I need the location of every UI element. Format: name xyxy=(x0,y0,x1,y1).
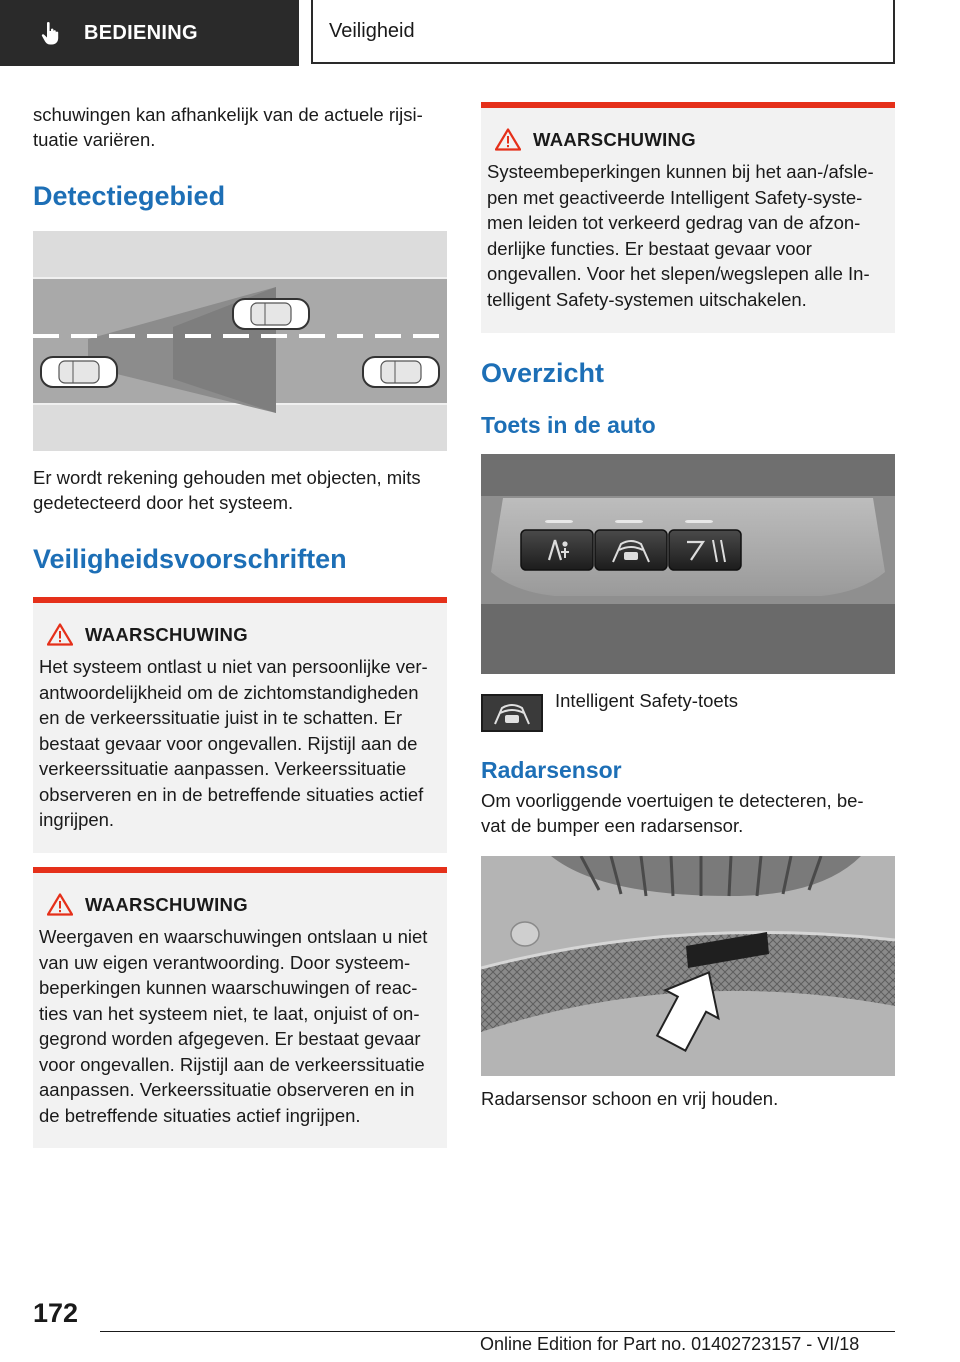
edition-footer: Online Edition for Part no. 01402723157 - VI/18 xyxy=(480,1334,860,1354)
lane-departure-key xyxy=(669,530,741,570)
intelligent-safety-key xyxy=(595,530,667,570)
chapter-tab[interactable] xyxy=(0,0,299,66)
toets-heading: Toets in de auto xyxy=(481,412,656,438)
car-own xyxy=(363,357,439,387)
section-label: Veiligheid xyxy=(329,19,415,42)
warning-title: WAARSCHUWING xyxy=(85,623,248,645)
radar-text: Om voorliggende voertuigen te detecteren, be- vat de bumper een radarsensor. xyxy=(481,790,864,836)
car-front xyxy=(233,299,309,329)
intelligent-safety-key-icon xyxy=(481,694,543,732)
voorschriften-heading: Veiligheidsvoorschriften xyxy=(33,544,347,574)
warning-title: WAARSCHUWING xyxy=(85,893,248,915)
button-panel-photo xyxy=(481,454,895,674)
right-column xyxy=(481,102,895,1111)
footer-rule xyxy=(100,1331,895,1332)
warning-triangle-icon xyxy=(495,128,521,151)
intro-text: schuwingen kan afhankelijk van de actuele rijsi- tuatie variëren. xyxy=(33,104,423,150)
page-number: 172 xyxy=(33,1298,79,1328)
warning-text: Weergaven en waarschuwingen ontslaan u niet van uw eigen verantwoording. Door systeem- beperkingen kunnen waarschuwingen of reac- ties van het systeem niet, te laat, onjuist of on- gegrond worden afgegeven. Er bestaat gevaar voor ongevallen. Rijstijl aan de verkeerssituatie aanpassen. Verkeerssituatie observeren en in de betreffende situaties actief ingrijpen. xyxy=(39,926,428,1126)
left-column xyxy=(33,102,447,1148)
warning-box-1 xyxy=(33,597,447,853)
warning-triangle-icon xyxy=(47,893,73,916)
radar-caption: Radarsensor schoon en vrij houden. xyxy=(481,1088,779,1109)
car-left xyxy=(41,357,117,387)
detectie-caption: Er wordt rekening gehouden met objecten, mits gedetecteerd door het systeem. xyxy=(33,467,421,513)
radar-heading: Radarsensor xyxy=(481,757,622,783)
chapter-label: BEDIENING xyxy=(84,21,198,44)
hand-pointer-icon xyxy=(38,20,64,46)
warning-text: Het systeem ontlast u niet van persoonlijke ver- antwoordelijkheid om de zichtomstandigheden en de verkeerssituatie juist in te schatten. Er bestaat gevaar voor ongevallen. Rijstijl aan de verkeerssituatie aanpassen. Verkeerssituatie observeren en in de betreffende situaties actief ingrijpen. xyxy=(39,656,428,830)
pedestrian-warning-key xyxy=(521,530,593,570)
warning-text: Systeembeperkingen kunnen bij het aan-/afsle- pen met geactiveerde Intelligent Safety-syste- men leiden tot verkeerd gedrag van de afzon- derlijke functies. Er bestaat gevaar voor ongevallen. Voor het slepen/wegslepen alle In- telligent Safety-systemen uitschakelen. xyxy=(487,161,874,310)
warning-box-2 xyxy=(33,867,447,1148)
warning-box-3 xyxy=(481,102,895,333)
section-tab[interactable] xyxy=(311,0,895,64)
warning-triangle-icon xyxy=(47,623,73,646)
radar-sensor-photo xyxy=(481,856,895,1076)
detectie-heading: Detectiegebied xyxy=(33,181,226,211)
warning-title: WAARSCHUWING xyxy=(533,128,696,150)
overzicht-heading: Overzicht xyxy=(481,358,605,388)
toets-label: Intelligent Safety-toets xyxy=(555,690,739,711)
detection-area-illustration xyxy=(33,231,447,451)
